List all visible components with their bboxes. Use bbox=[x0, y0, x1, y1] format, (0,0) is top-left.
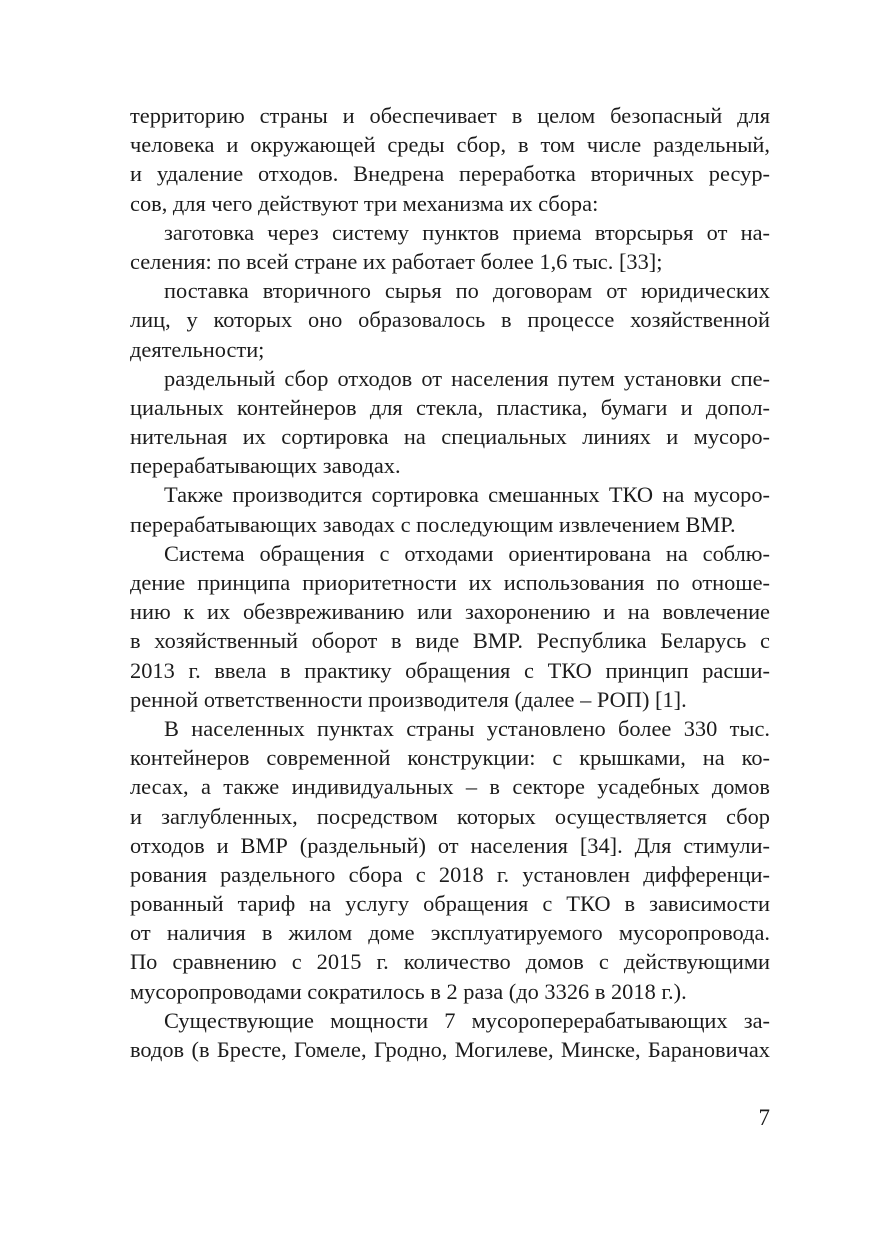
page-body bbox=[130, 101, 770, 1064]
paragraph-collection-points bbox=[130, 218, 770, 276]
text-line: Система обращения с отходами ориентирована на соблю- bbox=[164, 540, 770, 566]
text-line: 2013 г. ввела в практику обращения с ТКО принцип расши- bbox=[130, 657, 770, 683]
paragraph-continuation bbox=[130, 101, 770, 218]
text-line: территорию страны и обеспечивает в целом безопасный для bbox=[130, 103, 770, 128]
text-line: Также производится сортировка смешанных ТКО на мусоро- bbox=[164, 482, 770, 508]
text-line: рования раздельного сбора с 2018 г. установлен дифференци- bbox=[130, 861, 770, 887]
text-line: поставка вторичного сырья по договорам от юридических bbox=[164, 278, 770, 304]
text-line: По сравнению с 2015 г. количество домов с действующими bbox=[130, 949, 770, 975]
paragraph-plants bbox=[130, 1006, 770, 1064]
text-line: отходов и ВМР (раздельный) от населения [34]. Для стимули- bbox=[130, 832, 770, 858]
text-line: перерабатывающих заводах с последующим извлечением ВМР. bbox=[130, 511, 736, 537]
paragraph-sorting bbox=[130, 480, 770, 538]
text-line: лесах, а также индивидуальных – в секторе усадебных домов bbox=[130, 774, 770, 800]
text-line: В населенных пунктах страны установлено более 330 тыс. bbox=[164, 715, 770, 741]
text-line: Существующие мощности 7 мусороперерабатывающих за- bbox=[164, 1007, 770, 1033]
text-line: нию к их обезвреживанию или захоронению и на вовлечение bbox=[130, 599, 770, 625]
text-line: лиц, у которых оно образовалось в процессе хозяйственной bbox=[130, 307, 770, 333]
paragraph-waste-system bbox=[130, 539, 770, 714]
text-line: ренной ответственности производителя (далее – РОП) [1]. bbox=[130, 686, 687, 712]
text-line: человека и окружающей среды сбор, в том числе раздельный, bbox=[130, 132, 770, 158]
text-line: от наличия в жилом доме эксплуатируемого мусоропровода. bbox=[130, 920, 770, 946]
text-line: сов, для чего действуют три механизма их сбора: bbox=[130, 190, 599, 216]
text-line: и заглубленных, посредством которых осуществляется сбор bbox=[130, 803, 770, 829]
text-line: водов (в Бресте, Гомеле, Гродно, Могилеве, Минске, Барановичах bbox=[130, 1037, 770, 1062]
text-line: дение принципа приоритетности их использования по отноше- bbox=[130, 570, 770, 595]
text-line: мусоропроводами сократилось в 2 раза (до 3326 в 2018 г.). bbox=[130, 978, 687, 1004]
text-line: в хозяйственный оборот в виде ВМР. Республика Беларусь с bbox=[130, 628, 770, 654]
text-line: деятельности; bbox=[130, 336, 265, 362]
text-line: и удаление отходов. Внедрена переработка вторичных ресур- bbox=[130, 161, 770, 187]
text-line: циальных контейнеров для стекла, пластика, бумаги и допол- bbox=[130, 394, 770, 420]
text-line: заготовка через систему пунктов приема вторсырья от на- bbox=[164, 219, 770, 245]
text-line: контейнеров современной конструкции: с крышками, на ко- bbox=[130, 745, 770, 771]
paragraph-containers bbox=[130, 714, 770, 1006]
paragraph-legal-entities bbox=[130, 276, 770, 364]
paragraph-separate-collection bbox=[130, 364, 770, 481]
text-line: рованный тариф на услугу обращения с ТКО в зависимости bbox=[130, 891, 770, 917]
text-line: перерабатывающих заводах. bbox=[130, 453, 401, 479]
text-line: раздельный сбор отходов от населения путем установки спе- bbox=[164, 365, 770, 391]
text-line: селения: по всей стране их работает более 1,6 тыс. [33]; bbox=[130, 248, 663, 274]
page-number: 7 bbox=[758, 1105, 770, 1130]
text-line: нительная их сортировка на специальных линиях и мусоро- bbox=[130, 424, 770, 450]
